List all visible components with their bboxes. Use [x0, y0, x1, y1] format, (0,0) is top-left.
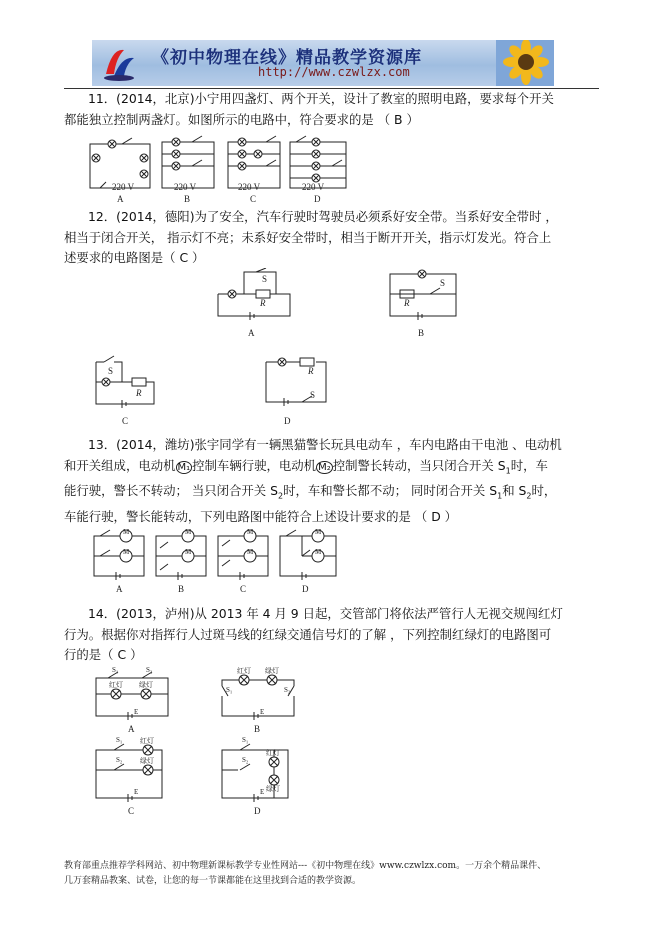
q11-circuit-d [290, 136, 346, 188]
page-footer [64, 859, 599, 889]
q14-figure-a [92, 666, 172, 734]
q12-line1: 12．(2014，德阳)为了安全，汽车行驶时驾驶员必须系好安全带。当系好安全带时 ， [88, 209, 558, 224]
q14b-red: 红灯 [237, 667, 251, 675]
q12-figure-d [262, 356, 330, 426]
question-11 [64, 89, 604, 130]
q14d-green: 绿灯 [266, 785, 280, 793]
q13-label-a: A [116, 584, 123, 594]
q11-voltage-c: 220 V [238, 182, 261, 192]
q11-circuit-b [162, 136, 214, 188]
banner-url: http://www.czwlzx.com [258, 65, 410, 79]
q12a-switch-label: S [262, 274, 268, 284]
q13-circuit-c [218, 530, 268, 580]
q14c-e: E [134, 788, 139, 796]
q13-circuit-d [280, 530, 336, 580]
q12-line2: 相当于闭合开关， 指示灯不亮；未系好安全带时，相当于断开开关，指示灯发光。符合上 [64, 229, 552, 245]
q11-label-d: D [314, 194, 321, 204]
q14-line2: 行为。根据你对指挥行人过斑马线的红绿交通信号灯的了解 ，下列控制红绿灯的电路图可 [64, 626, 552, 642]
footer-line1: 教育部重点推荐学科网站、初中物理新课标教学专业性网站---《初中物理在线》www.czwlzx.com。一万余个精品课件、 [64, 861, 547, 871]
q13-label-c: C [240, 584, 247, 594]
q14b-green: 绿灯 [265, 667, 279, 675]
q14-figure-c [92, 736, 172, 816]
q12-line3: 述要求的电路图是（ C ） [64, 250, 205, 265]
q14a-e: E [134, 708, 139, 716]
motor-m2-icon: M₂ [318, 461, 331, 473]
q12-label-c: C [122, 416, 129, 426]
q13-circuit-a [94, 530, 144, 580]
q14a-red: 红灯 [109, 681, 123, 689]
q14a-s2: S₂ [146, 666, 153, 674]
q11-circuit-a [90, 138, 150, 188]
q13d-m1: M [315, 528, 322, 536]
q12-label-d: D [284, 416, 291, 426]
q14-label-c: C [128, 806, 135, 816]
q11-voltage-d: 220 V [302, 182, 325, 192]
q13a-m2: M [123, 548, 130, 556]
q11-label-a: A [117, 194, 124, 204]
q13a-m1: M [123, 528, 130, 536]
q14a-green: 绿灯 [139, 681, 153, 689]
question-12 [64, 207, 604, 269]
q14-label-a: A [128, 724, 135, 734]
question-13 [64, 435, 604, 528]
q14a-s1: S₁ [112, 666, 119, 674]
q11-voltage-b: 220 V [174, 182, 197, 192]
q12c-switch-label: S [108, 366, 114, 376]
q14c-s2: S₂ [116, 756, 123, 764]
q12-label-a: A [248, 328, 255, 338]
q12-figure-b [386, 268, 462, 338]
q14-figure-d [218, 736, 298, 816]
q13c-m2: M [247, 548, 254, 556]
q13-label-b: B [178, 584, 185, 594]
q13-line3: 能行驶，警长不转动； 当只闭合开关 $S_2$时，车和警长都不动； 同时闭合开关 $S_1$和 $S_2$时， [64, 483, 557, 501]
q14d-e: E [260, 788, 265, 796]
q13b-m2: M [185, 548, 192, 556]
q13-line1: 13．(2014，潍坊)张宇同学有一辆黑猫警长玩具电动车 ，车内电路由干电池 、电动机 [88, 437, 562, 452]
banner-title: 《初中物理在线》精品教学资源库 [152, 48, 422, 68]
q12b-resistor-label: R [404, 298, 410, 308]
q14-label-d: D [254, 806, 261, 816]
q11-voltage-a: 220 V [112, 182, 135, 192]
q13-label-d: D [302, 584, 309, 594]
q14b-s2: S₂ [284, 686, 291, 694]
q11-circuit-c [228, 136, 280, 188]
q14-label-b: B [254, 724, 261, 734]
q14d-s1: S₁ [242, 736, 249, 744]
site-logo-icon [102, 44, 136, 82]
q12b-switch-label: S [440, 278, 446, 288]
q11-figure [80, 134, 352, 204]
q14c-green: 绿灯 [140, 757, 154, 765]
q11-line2: 都能独立控制两盏灯。如图所示的电路中，符合要求的是 （ B ） [64, 111, 419, 127]
q13-figure [90, 526, 342, 594]
q14b-e: E [260, 708, 265, 716]
q14b-s1: S₁ [226, 686, 233, 694]
q11-label-c: C [250, 194, 257, 204]
sunflower-image-icon [496, 40, 554, 86]
q13-line2: 和开关组成，电动机 M₁ 控制车辆行驶，电动机 M₂ 控制警长转动，当只闭合开关 $S_1$时，车 [64, 457, 548, 475]
motor-m1-icon: M₁ [177, 461, 191, 473]
footer-line2: 几万套精品教案、试卷，让您的每一节课都能在这里找到合适的教学资源。 [64, 876, 362, 886]
header-banner [92, 40, 554, 86]
q13-circuit-b [156, 530, 206, 580]
q14-line3: 行的是（ C ） [64, 647, 143, 662]
q11-label-b: B [184, 194, 191, 204]
q13-line4: 车能行驶，警长能转动，下列电路图中能符合上述设计要求的是 （ D ） [64, 509, 458, 525]
q14d-s2: S₂ [242, 756, 249, 764]
q12d-resistor-label: R [308, 366, 314, 376]
q14-figure-b [218, 666, 298, 734]
q13c-m1: M [247, 528, 254, 536]
q14c-s1: S₁ [116, 736, 123, 744]
q14-line1: 14．(2013，泸州)从 2013 年 4 月 9 日起，交管部门将依法严管行人无视交规闯红灯 [88, 606, 563, 621]
q12d-switch-label: S [310, 390, 316, 400]
q13b-m1: M [185, 528, 192, 536]
q14c-red: 红灯 [140, 737, 154, 745]
q12a-resistor-label: R [260, 298, 266, 308]
q11-line1: 11．(2014，北京)小宁用四盏灯、两个开关，设计了教室的照明电路，要求每个开关 [88, 91, 554, 106]
q12c-resistor-label: R [136, 388, 142, 398]
q12-figure-c [92, 352, 160, 426]
q14d-red: 红灯 [266, 749, 280, 757]
q12-figure-a [214, 268, 294, 338]
q12-label-b: B [418, 328, 425, 338]
q13d-m2: M [315, 548, 322, 556]
question-14 [64, 604, 604, 666]
